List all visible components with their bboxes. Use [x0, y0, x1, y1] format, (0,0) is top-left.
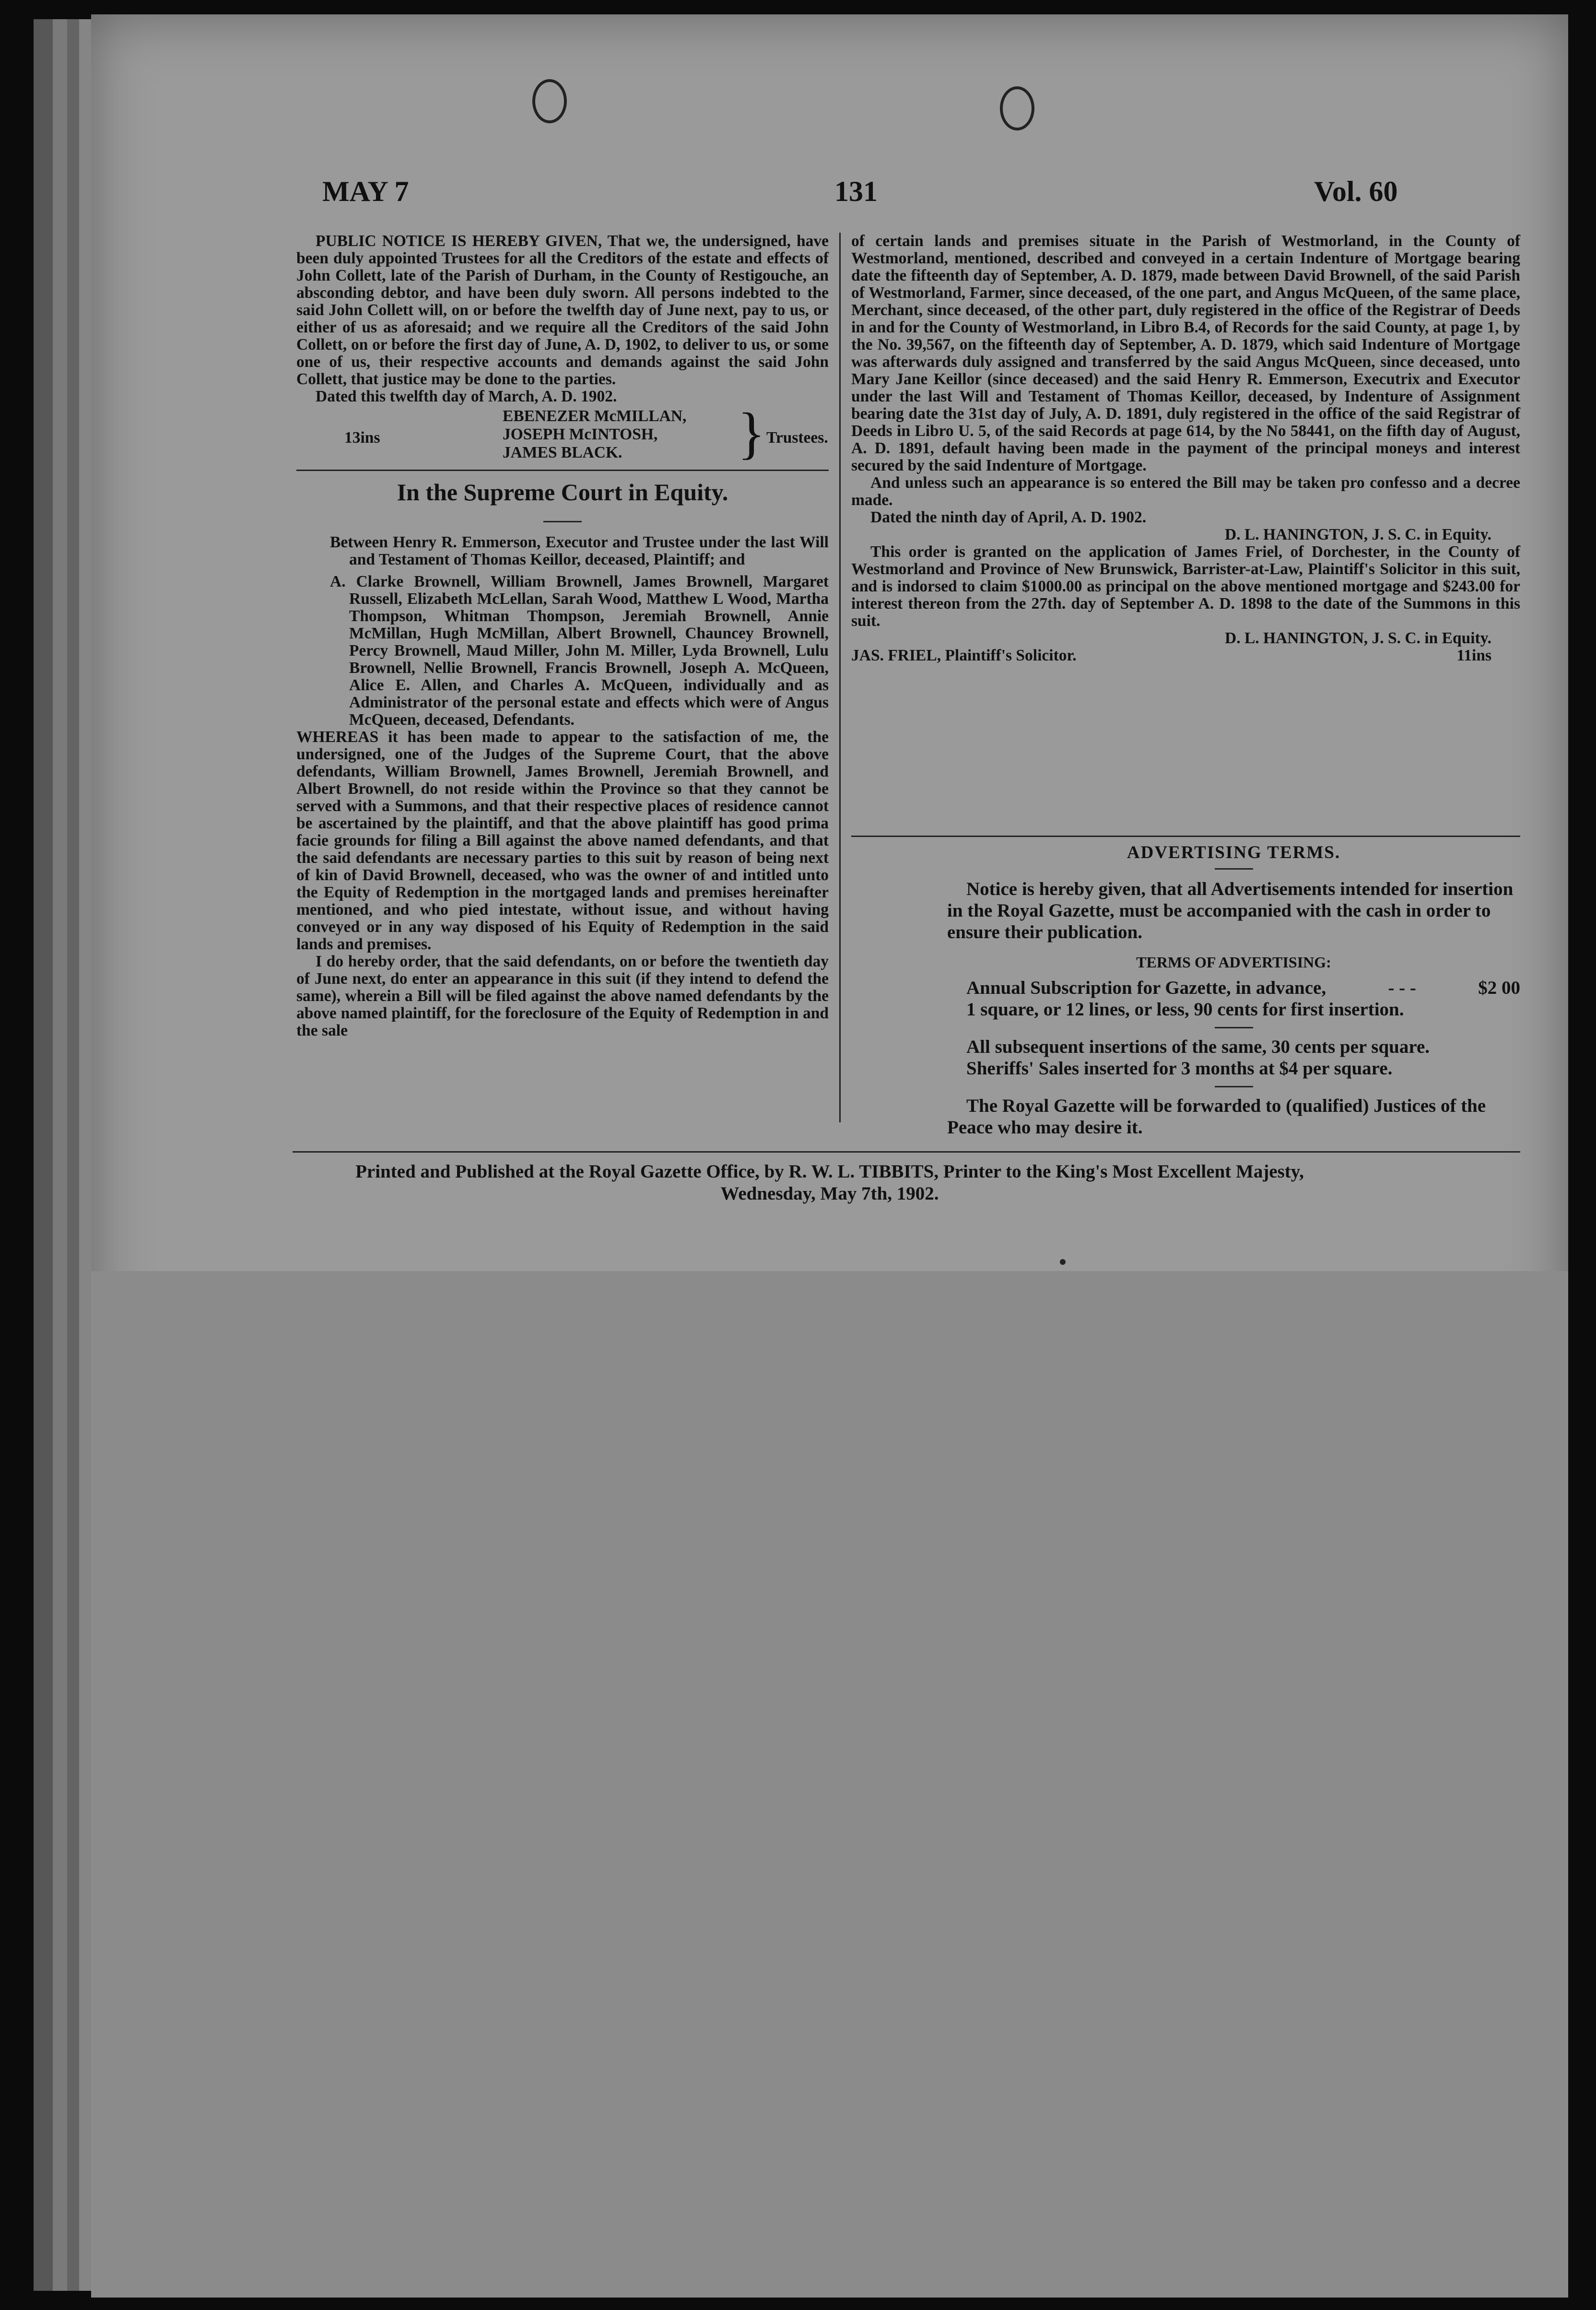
header-page-number: 131 [834, 176, 878, 207]
punch-hole-icon [1000, 86, 1034, 130]
punch-hole-icon [532, 79, 567, 123]
page-edge [67, 19, 79, 2291]
rule [1215, 1086, 1253, 1087]
terms-heading: TERMS OF ADVERTISING: [1136, 954, 1331, 971]
right-column [851, 233, 1520, 664]
section-divider [851, 836, 1520, 837]
header-volume: Vol. 60 [1314, 176, 1398, 207]
order-paragraph: I do hereby order, that the said defendants, on or before the twentieth day of June next, do enter an appearance in this suit (if they intend to defend the same), wherein a Bill will be filed against the above named defendants by the above named plaintiff, for the foreclosure of the Equity of Redemption in and the sale [296, 953, 829, 1039]
title-rule [1215, 868, 1253, 870]
page-edge [34, 19, 53, 2291]
advertising-terms [947, 842, 1520, 1138]
advertising-title: ADVERTISING TERMS. [1127, 843, 1341, 862]
trustee-notice: PUBLIC NOTICE IS HEREBY GIVEN, That we, the undersigned, have been duly appointed Trustees for all the Creditors of the estate and effects of John Collett, late of the Parish of Durham, in the County of Restigouche, an absconding debtor, and have been duly sworn. All persons indebted to the said John Collett will, on or before the twelfth day of June next, pay to us, or either of us as aforesaid; and we require all the Creditors of the said John Collett, on or before the first day of June, A. D, 1902, to deliver to us, or some one of us, their respective accounts and demands against the said John Collett, that justice may be done to the parties. [296, 232, 829, 388]
ink-spot [1060, 1259, 1066, 1265]
solicitor-line [851, 647, 1520, 664]
newspaper-page [91, 14, 1568, 2298]
granted-paragraph: This order is granted on the application of James Friel, of Dorchester, in the County of Westmorland and Province of New Brunswick, Barrister-at-Law, Plaintiff's Solicitor in this suit, and is indorsed to claim $1000.00 as principal on the above mentioned mortgage and $243.00 for interest thereon from the 27th. day of September A. D. 1898 to the date of the Summons in this suit. [851, 543, 1520, 630]
footer-rule [293, 1151, 1520, 1153]
court-title: In the Supreme Court in Equity. [397, 479, 728, 506]
judge-signature: D. L. HANINGTON, J. S. C. in Equity. [1225, 629, 1491, 647]
unless-paragraph: And unless such an appearance is so entered the Bill may be taken pro confesso and a decree made. [851, 474, 1520, 509]
case-between: Between Henry R. Emmerson, Executor and Trustee under the last Will and Testament of Thomas Keillor, deceased, Plaintiff; and [330, 533, 829, 568]
judge-signature: D. L. HANINGTON, J. S. C. in Equity. [1225, 526, 1491, 543]
notice-dated: Dated this twelfth day of March, A. D. 1902. [316, 388, 617, 405]
trustee-name: JOSEPH McINTOSH, [503, 425, 658, 443]
court-dated: Dated the ninth day of April, A. D. 1902. [870, 508, 1147, 526]
mortgage-description: of certain lands and premises situate in the Parish of Westmorland, in the County of Westmorland, mentioned, described and conveyed in a certain Indenture of Mortgage bearing date the fifteenth day of September, A. D. 1879, made between David Brownell, of the said Parish of Westmorland, Farmer, since deceased, of the one part, and Angus McQueen, of the same place, Merchant, since deceased, of the other part, duly registered in the office of the Registrar of Deeds in and for the County of Westmorland, in Libro B.4, of Records for the said County, at page 1, by the No. 39,567, on the fifteenth day of September, A. D. 1879, which said Indenture of Mortgage was afterwards duly assigned and transferred by the said Angus McQueen, since deceased, unto Mary Jane Keillor (since deceased) and the said Henry R. Emmerson, Executrix and Executor under the last Will and Testament of Thomas Keillor, deceased, by Indenture of Assignment bearing date the 31st day of July, A. D. 1891, duly registered in the office of the said Registrar of Deeds in Libro U. 5, of the said Records at page 614, by the No 58441, on the fifth day of August, A. D. 1891, default having been made in the payment of the principal moneys and interest secured by the said Indenture of Mortgage. [851, 232, 1520, 474]
subscription-price: $2 00 [1478, 978, 1520, 998]
left-column [296, 233, 829, 1039]
insertion-count: 11ins [1456, 647, 1491, 664]
solicitor-name: JAS. FRIEL, Plaintiff's Solicitor. [851, 647, 1077, 664]
trustee-name: JAMES BLACK. [503, 444, 622, 461]
subscription-dashes: - - - [1388, 978, 1416, 998]
square-rate: 1 square, or 12 lines, or less, 90 cents for first insertion. [966, 999, 1404, 1020]
sheriffs-rate: Sheriffs' Sales inserted for 3 months at $4 per square. [966, 1058, 1393, 1079]
subsequent-rate: All subsequent insertions of the same, 30 cents per square. [966, 1037, 1430, 1057]
trustees-label: Trustees. [766, 429, 828, 447]
imprint-date: Wednesday, May 7th, 1902. [720, 1183, 939, 1204]
subscription-label: Annual Subscription for Gazette, in advance, [966, 978, 1326, 998]
section-divider [296, 470, 829, 471]
imprint-line: Printed and Published at the Royal Gazette Office, by R. W. L. TIBBITS, Printer to the King's Most Excellent Majesty, [355, 1161, 1304, 1182]
rule [1215, 1027, 1253, 1028]
imprint [91, 1161, 1568, 1205]
header-date: MAY 7 [322, 176, 409, 207]
title-rule [543, 521, 582, 522]
case-defendants: A. Clarke Brownell, William Brownell, James Brownell, Margaret Russell, Elizabeth McLellan, Sarah Wood, Matthew L Wood, Martha Thompson, Whitman Thompson, Jeremiah Brownell, Annie McMillan, Hugh McMillan, Albert Brownell, Chauncey Brownell, Percy Brownell, Maud Miller, John M. Miller, Lyda Brownell, Lulu Brownell, Nellie Brownell, Francis Brownell, Joseph A. McQueen, Alice E. Allen, and Charles A. McQueen, individually and as Administrator of the personal estate and effects which were of Angus McQueen, deceased, Defendants. [330, 573, 829, 729]
advertising-notice: Notice is hereby given, that all Advertisements intended for insertion in the Royal Gazette, must be accompanied with the cash in order to ensure their publication. [947, 879, 1514, 943]
trustee-signatures [296, 401, 829, 465]
insertion-count: 13ins [344, 429, 380, 447]
page-edge [53, 19, 67, 2291]
trustee-names [503, 407, 686, 462]
column-divider [839, 233, 841, 1122]
forwarding-notice: The Royal Gazette will be forwarded to (qualified) Justices of the Peace who may desire it. [947, 1096, 1486, 1138]
subscription-row [947, 977, 1520, 999]
whereas-paragraph: WHEREAS it has been made to appear to the satisfaction of me, the undersigned, one of the Judges of the Supreme Court, that the above defendants, William Brownell, James Brownell, Jeremiah Brownell, and Albert Brownell, do not reside within the Province so that they cannot be served with a Summons, and that their respective places of residence cannot be ascertained by the plaintiff, and that the above plaintiff has good prima facie grounds for filing a Bill against the above named defendants, and that the said defendants are necessary parties to this suit by reason of being next of kin of David Brownell, deceased, who was the owner of and intitled unto the Equity of Redemption in the mortgaged lands and premises hereinafter mentioned, and who pied intestate, without issue, and without having conveyed or in any way disposed of his Equity of Redemption in the said lands and premises. [296, 728, 829, 953]
trustee-name: EBENEZER McMILLAN, [503, 407, 687, 425]
blank-lower-page [91, 1271, 1568, 2298]
page-edge [79, 19, 91, 2291]
brace: } [738, 401, 765, 465]
